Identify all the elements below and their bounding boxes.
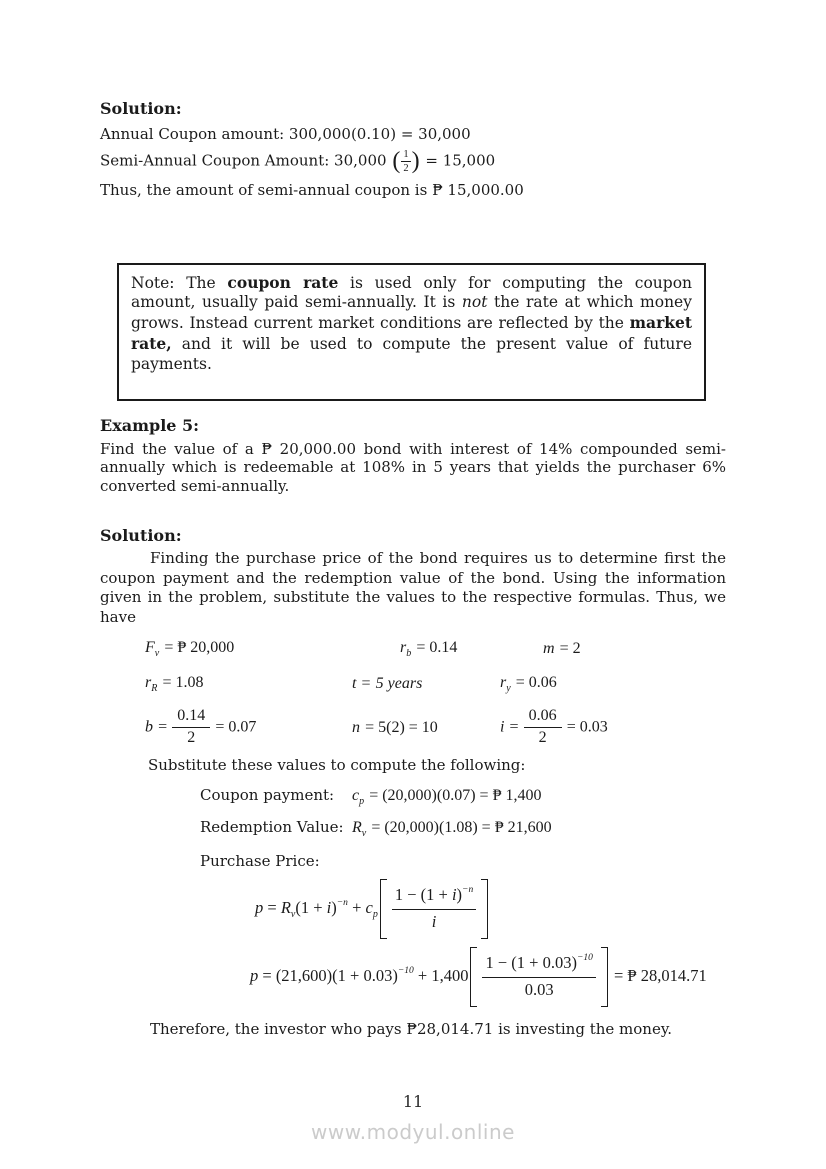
var-p: p (250, 965, 259, 985)
fraction-denominator: 2 (187, 728, 196, 746)
fraction-numerator (392, 885, 476, 910)
var-m: m (543, 640, 555, 658)
thus-line: Thus, the amount of semi-annual coupon is ₱ 15,000.00 (100, 180, 524, 199)
var-c: c (352, 787, 360, 805)
value-n (352, 717, 500, 737)
example5-heading: Example 5: (100, 415, 200, 435)
purchase-price-label: Purchase Price: (200, 851, 320, 870)
equals-sign: = (267, 897, 277, 917)
numerator-text: 1 − (1 + 0.03) (485, 952, 577, 972)
value-rb (400, 637, 500, 659)
var-r: r (145, 674, 152, 692)
right-bracket (481, 879, 488, 939)
formula-result: = ₱ 28,014.71 (614, 965, 707, 985)
numerator-text: 1 − (1 + (394, 884, 452, 904)
sub-R: R (151, 683, 158, 695)
exponent-minus-n: −n (336, 897, 348, 908)
note-pre: Note: The (131, 273, 228, 292)
left-bracket (380, 879, 387, 939)
plus-sign: + (417, 965, 428, 985)
note-box (117, 263, 706, 401)
note-bold-coupon-rate: coupon rate (227, 272, 339, 292)
value-m (543, 638, 726, 658)
plus-sign: + (352, 897, 362, 917)
numeric-lead-term: (21,600)(1 + 0.03) (275, 965, 398, 985)
note-text (131, 273, 692, 375)
coupon-payment-row (200, 785, 726, 807)
var-i: i (451, 884, 457, 904)
watermark-url: www.modyul.online (311, 1120, 515, 1144)
value-fv (145, 637, 352, 659)
value-rr-rhs: = 1.08 (162, 674, 204, 692)
value-t (352, 673, 500, 693)
fraction-denominator: 2 (538, 728, 547, 746)
redemption-value-label: Redemption Value: (200, 818, 344, 837)
equals-sign: = (262, 965, 272, 985)
fraction-i (524, 707, 562, 747)
fraction-numerator: 0.14 (172, 707, 210, 727)
value-i-rhs: = 0.03 (566, 718, 608, 736)
annuity-fraction (387, 885, 481, 932)
coefficient: 1,400 (431, 965, 469, 985)
redemption-value-row (200, 817, 726, 839)
one-half-fraction (401, 149, 410, 174)
coupon-payment-math (352, 785, 542, 808)
annual-coupon-line: Annual Coupon amount: 300,000(0.10) = 30,000 (100, 125, 471, 143)
coupon-payment-label: Coupon payment: (200, 786, 335, 805)
value-n-rhs: = 5(2) = 10 (365, 719, 438, 737)
var-i: i (500, 718, 505, 736)
var-R: R (352, 819, 362, 837)
fraction-denominator (482, 978, 595, 1001)
purchase-price-formula-symbolic (255, 879, 726, 939)
closing-line: Therefore, the investor who pays ₱28,014.71 is investing the money. (150, 1019, 673, 1038)
sub-v: v (154, 648, 160, 660)
fraction-denominator (392, 910, 476, 933)
value-i (500, 707, 726, 747)
value-t-val: 5 years (375, 675, 423, 693)
var-r: r (500, 674, 507, 692)
sub-p: p (359, 796, 365, 808)
coupon-payment-rhs: = (20,000)(0.07) = ₱ 1,400 (369, 787, 542, 805)
var-c: c (365, 897, 373, 917)
right-bracket (601, 947, 608, 1007)
substitute-line: Substitute these values to compute the following: (148, 756, 526, 775)
equals-sign: = (361, 675, 371, 693)
page-number: 11 (402, 1092, 424, 1111)
var-R: R (280, 897, 291, 917)
value-m-rhs: = 2 (559, 640, 581, 658)
paren-term: (1 + (295, 897, 327, 917)
paren-close: ) (456, 884, 463, 904)
sub-v: v (290, 908, 296, 920)
denominator-text: 0.03 (524, 979, 554, 999)
var-n: n (352, 719, 360, 737)
paren-close: ) (331, 897, 337, 917)
fraction-numerator (482, 953, 595, 978)
value-ry (500, 672, 726, 694)
page-content (100, 100, 726, 1038)
open-paren: ( (392, 148, 401, 175)
purchase-price-formula-numeric (250, 947, 726, 1007)
equals-sign: = (158, 718, 168, 736)
var-i: i (431, 911, 437, 931)
left-bracket (470, 947, 477, 1007)
note-bold-market-rate: market rate, (131, 313, 692, 353)
var-p: p (255, 897, 264, 917)
sub-b: b (406, 648, 412, 660)
semi-line-result: = 15,000 (425, 151, 496, 170)
exponent-minus-10: −10 (397, 965, 414, 976)
redemption-value-rhs: = (20,000)(1.08) = ₱ 21,600 (371, 819, 552, 837)
var-b: b (145, 718, 153, 736)
solution-heading-1: Solution: (100, 99, 182, 118)
close-paren: ) (411, 148, 420, 175)
note-mid2: the rate at which money grows. Instead current market conditions are reflected by the (131, 293, 692, 333)
var-t: t (352, 675, 357, 693)
value-rb-rhs: = 0.14 (416, 639, 458, 657)
fraction-denominator: 2 (403, 162, 409, 174)
fraction-b (172, 707, 210, 747)
fraction-numerator: 1 (401, 149, 410, 162)
equals-sign: = (509, 718, 519, 736)
sub-y: y (506, 683, 511, 695)
redemption-value-math (352, 817, 552, 840)
value-b-rhs: = 0.07 (215, 718, 257, 736)
var-F: F (145, 639, 155, 657)
sub-v: v (361, 828, 367, 840)
sub-p: p (372, 908, 378, 920)
solution2-intro: Finding the purchase price of the bond requires us to determine first the coupon payment and the redemption value of the bond. Using the information given in the problem, substitute the values to the respective formulas. Thus, we have (100, 549, 726, 626)
values-grid (145, 637, 726, 747)
note-italic-not: not (461, 293, 488, 312)
fraction-numerator: 0.06 (524, 707, 562, 727)
exponent-minus-n: −n (462, 885, 474, 896)
exponent-minus-10: −10 (576, 953, 593, 964)
solution-heading-2: Solution: (100, 526, 182, 546)
value-rr (145, 672, 352, 694)
var-r: r (400, 639, 407, 657)
example5-body: Find the value of a ₱ 20,000.00 bond with interest of 14% compounded semi-annually which is redeemable at 108% in 5 years that yields the purchaser 6% converted semi-annually. (100, 439, 726, 495)
note-post: and it will be used to compute the present value of future payments. (131, 334, 692, 373)
var-i: i (326, 897, 332, 917)
value-b (145, 707, 352, 747)
annuity-fraction-numeric (477, 953, 600, 1000)
semi-line-prefix: Semi-Annual Coupon Amount: 30,000 (100, 151, 387, 170)
value-fv-rhs: = ₱ 20,000 (164, 639, 235, 657)
note-mid1: is used only for computing the coupon amount, usually paid semi-annually. It is (131, 273, 693, 312)
semi-annual-coupon-line (100, 149, 726, 174)
value-ry-rhs: = 0.06 (515, 674, 557, 692)
